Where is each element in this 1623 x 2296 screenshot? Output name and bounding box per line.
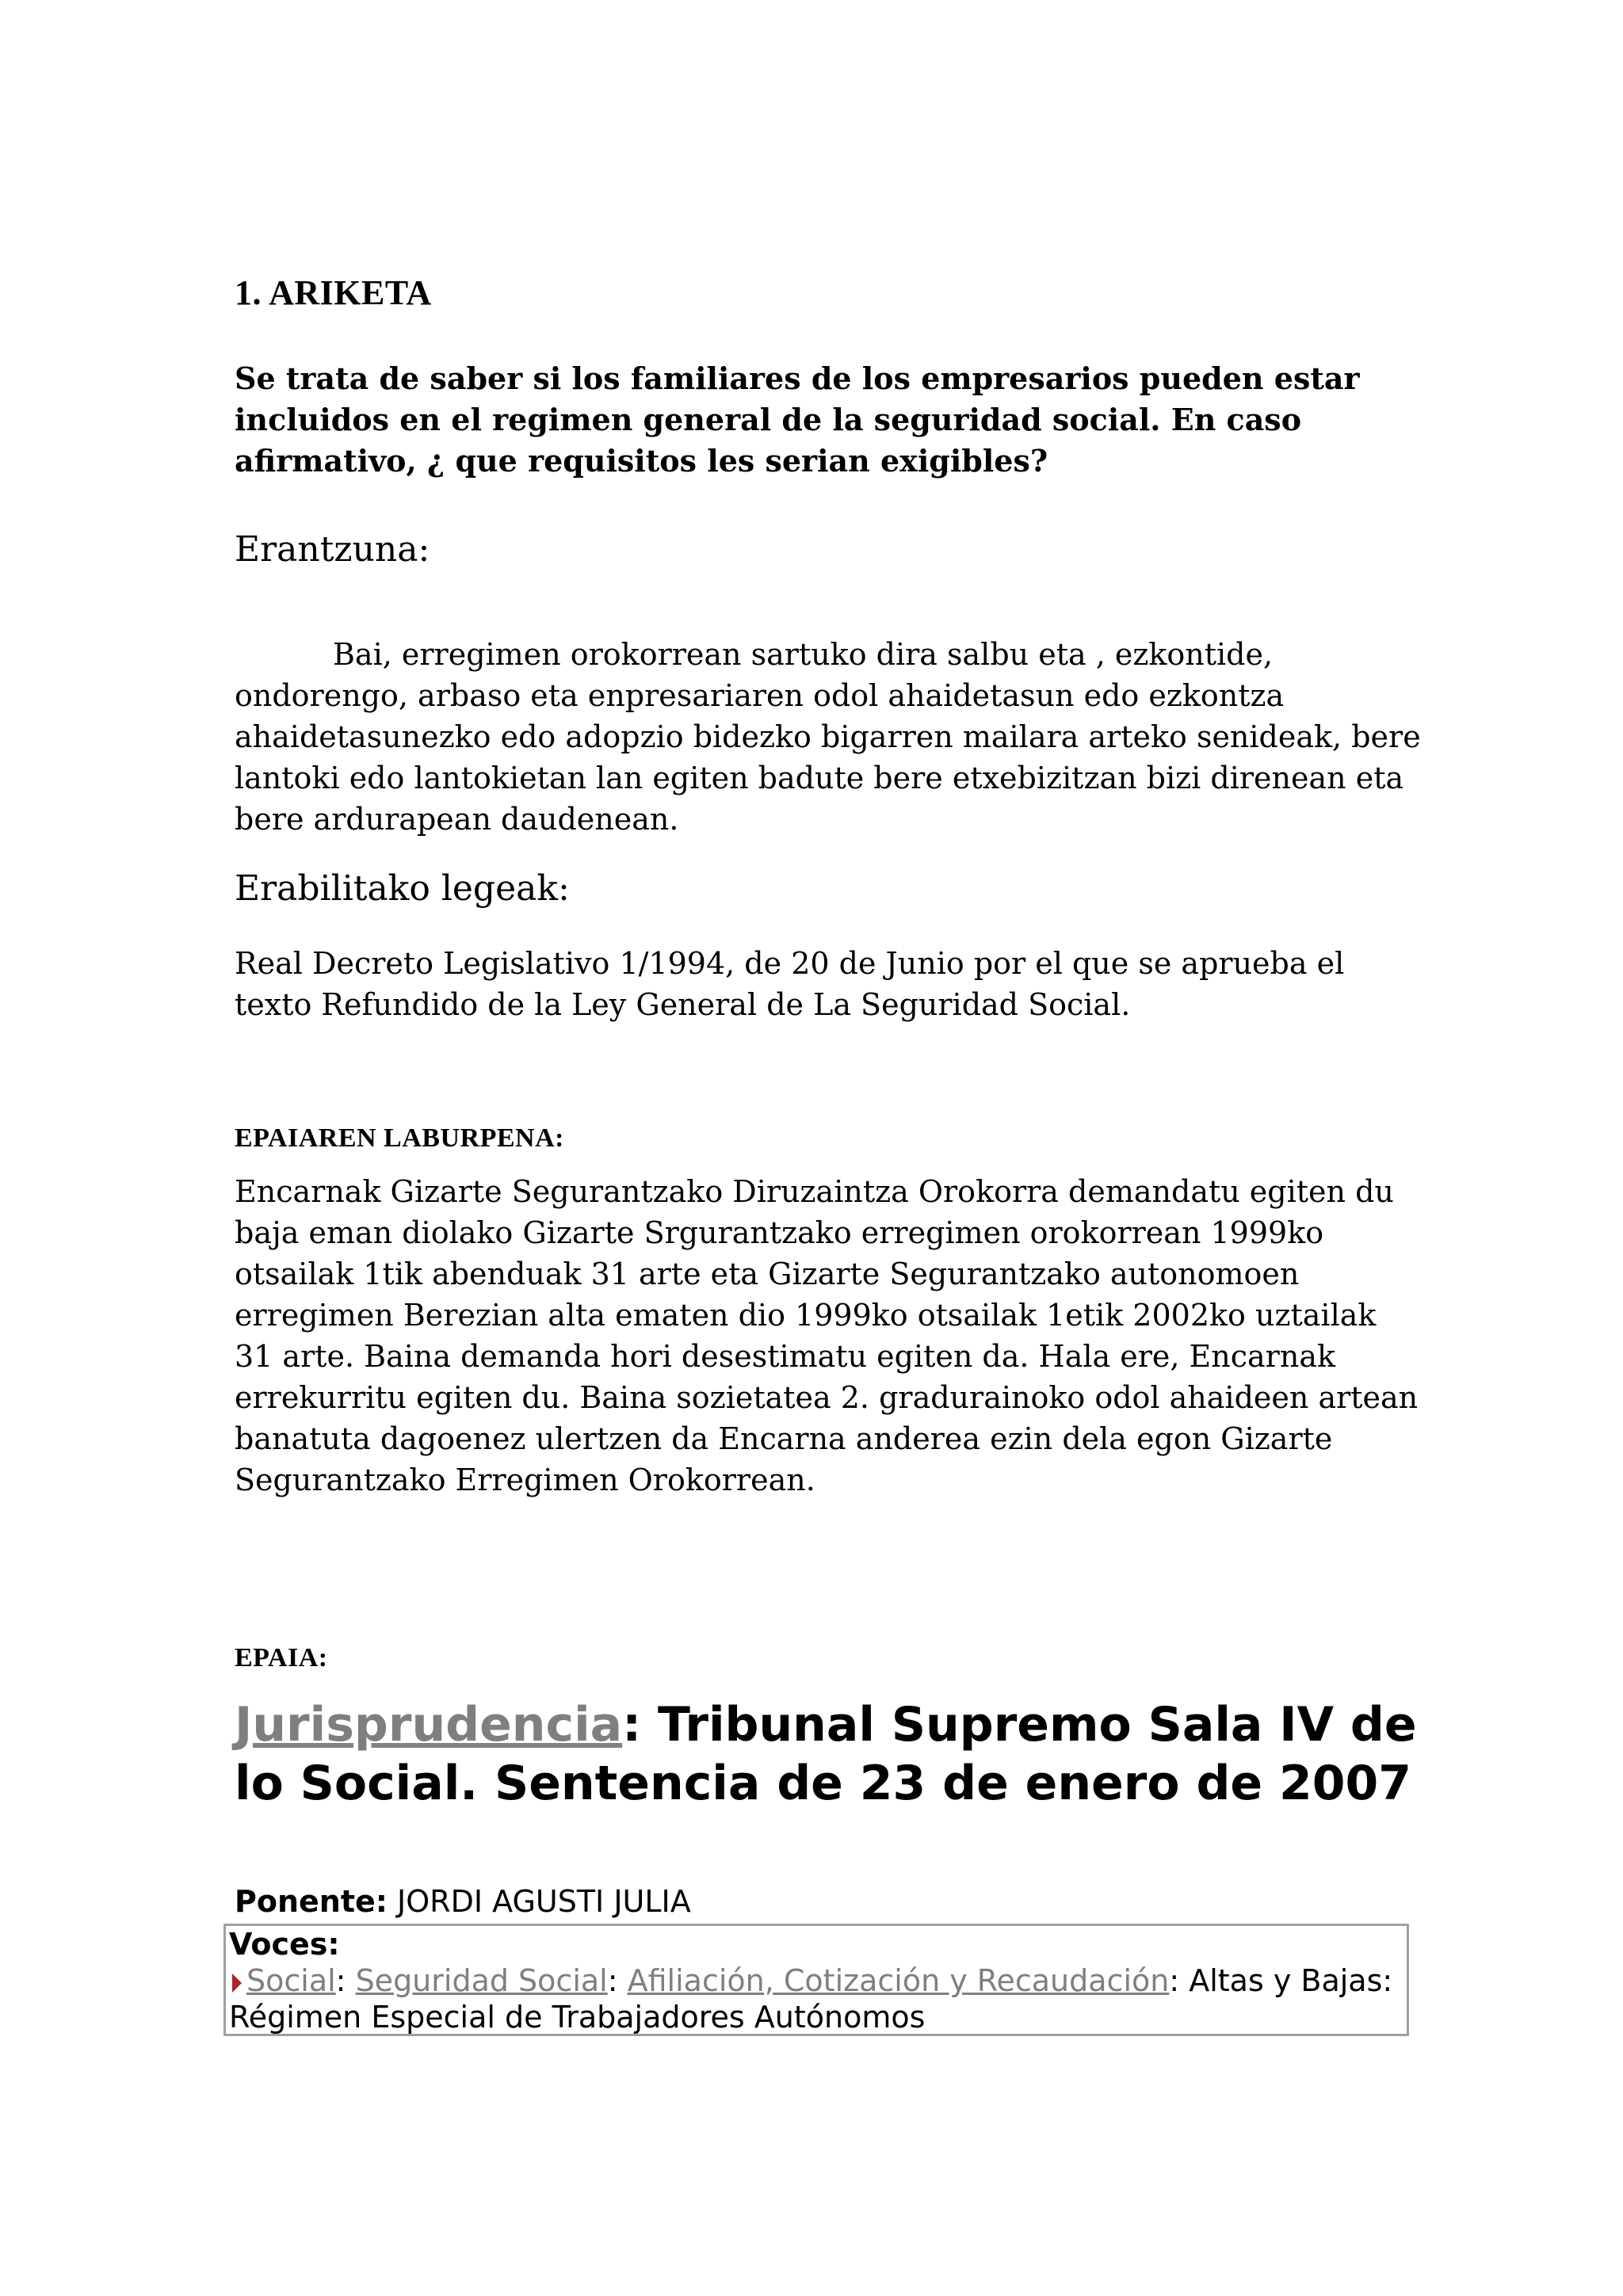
ponente-value: JORDI AGUSTI JULIA (387, 1884, 691, 1919)
summary-text: Encarnak Gizarte Segurantzako Diruzaintza Orokorra demandatu egiten du baja eman diolako Gizarte Srgurantzako erregimen orokorrean 1999ko otsailak 1tik abenduak 31 arte eta Gizarte Segurantzako autonomoen erregimen Berezian alta ematen dio 1999ko otsailak 1etik 2002ko uztailak 31 arte. Baina demanda hori desestimatu egiten da. Hala ere, Encarnak errekurritu egiten du. Baina sozietatea 2. gradurainoko odol ahaideen artean banatuta dagoenez ulertzen da Encarna anderea ezin dela egon Gizarte Segurantzako Erregimen Orokorrean. (235, 1174, 1419, 1497)
jurisprudencia-link[interactable]: Jurisprudencia (235, 1697, 623, 1753)
laws-text: Real Decreto Legislativo 1/1994, de 20 de Junio por el que se aprueba el texto Refundido de la Ley General de La Seguridad Social. (235, 946, 1345, 1022)
voces-label: Voces: (229, 1927, 340, 1962)
answer-text: Bai, erregimen orokorrean sartuko dira salbu eta , ezkontide, ondorengo, arbaso eta enpresariaren odol ahaidetasun edo ezkontza ahaidetasunezko edo adopzio bidezko bigarren mailara arteko senideak, bere lantoki edo lantokietan lan egiten badute bere etxebizitzan bizi direnean eta bere ardurapean daudenean. (235, 637, 1421, 837)
judgment-heading: EPAIA: (235, 1643, 328, 1672)
ponente-label: Ponente: (235, 1884, 388, 1919)
voces-separator: : (335, 1963, 356, 1998)
ponente-line (235, 1884, 691, 1919)
exercise-question: Se trata de saber si los familiares de los empresarios pueden estar incluidos en el regimen general de la seguridad social. En caso afirmativo, ¿ que requisitos les serian exigibles? (235, 360, 1360, 479)
answer-heading: Erantzuna: (235, 529, 430, 570)
judgment-title-text: : Tribunal Supremo Sala IV de lo Social. Sentencia de 23 de enero de 2007 (235, 1697, 1417, 1811)
voces-rest: : Altas y Bajas: Régimen Especial de Trabajadores Autónomos (229, 1963, 1393, 2035)
summary-heading: EPAIAREN LABURPENA: (235, 1123, 564, 1153)
laws-heading: Erabilitako legeak: (235, 868, 570, 909)
voces-link-afiliacion[interactable]: Afiliación, Cotización y Recaudación (627, 1963, 1170, 1998)
voces-link-seguridad-social[interactable]: Seguridad Social (355, 1963, 608, 1998)
voces-link-social[interactable]: Social (246, 1963, 336, 1998)
voces-box (223, 1924, 1409, 2036)
triangle-right-icon (232, 1974, 242, 1993)
judgment-title (235, 1695, 1423, 1813)
voces-separator: : (607, 1963, 628, 1998)
voces-path (229, 1962, 1403, 2035)
exercise-title: 1. ARIKETA (235, 273, 432, 312)
